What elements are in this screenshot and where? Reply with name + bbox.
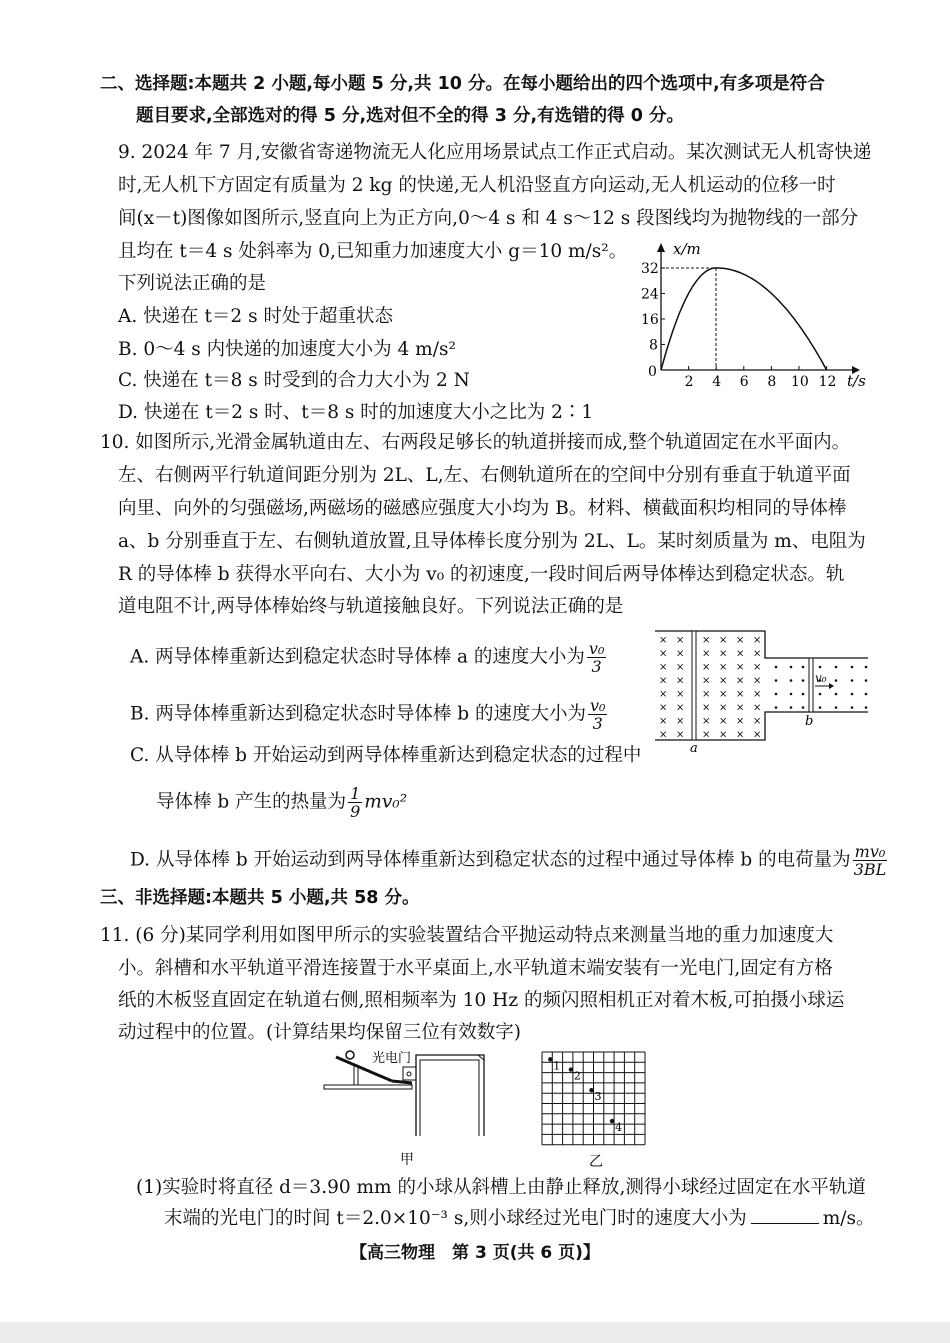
field-into-mark: × [702, 702, 711, 714]
figure-jia-label: 甲 [400, 1152, 414, 1168]
field-into-mark: × [676, 675, 685, 687]
q10-option-d-text: D. 从导体棒 b 开始运动到两导体棒重新达到稳定状态的过程中通过导体棒 b 的电荷量为 [130, 849, 851, 871]
numerator: v₀ [589, 696, 606, 715]
numerator: 1 [350, 784, 361, 803]
unit: m/s。 [822, 1208, 875, 1229]
figure-yi-label: 乙 [589, 1154, 603, 1170]
x-tick-label: 10 [791, 374, 809, 390]
q9-stem: 时,无人机下方固定有质量为 2 kg 的快递,无人机沿竖直方向运动,无人机运动的位移一时 [118, 175, 836, 196]
section3-heading: 三、非选择题:本题共 5 小题,共 58 分。 [100, 888, 420, 908]
q9-option-c: C. 快递在 t＝8 s 时受到的合力大小为 2 N [118, 370, 470, 391]
section2-heading-cont: 题目要求,全部选对的得 5 分,选对但不全的得 3 分,有选错的得 0 分。 [136, 106, 685, 126]
field-into-mark: × [702, 635, 711, 646]
field-into-mark: × [719, 716, 728, 727]
page-footer: 【高三物理 第 3 页(共 6 页)】 [350, 1243, 600, 1263]
field-into-mark: × [736, 716, 745, 727]
bottom-bar [0, 1322, 950, 1343]
x-tick-label: 2 [684, 374, 694, 390]
field-into-mark: × [719, 702, 728, 714]
y-tick-label: 24 [641, 286, 659, 303]
y-tick-label: 32 [641, 260, 659, 277]
point-label: 2 [573, 1069, 581, 1083]
ball-position-point [589, 1088, 593, 1092]
field-into-mark: × [736, 635, 745, 646]
point-label: 1 [553, 1059, 561, 1073]
field-into-mark: × [736, 729, 745, 741]
field-into-mark: × [719, 689, 728, 700]
q9-option-d: D. 快递在 t＝2 s 时、t＝8 s 时的加速度大小之比为 2∶1 [118, 402, 594, 423]
field-into-mark: × [719, 648, 728, 660]
field-into-mark: × [736, 662, 745, 673]
q11-stem: 11. (6 分)某同学利用如图甲所示的实验装置结合平抛运动特点来测量当地的重力加速度大 [100, 925, 834, 946]
section2-heading: 二、选择题:本题共 2 小题,每小题 5 分,共 10 分。在每小题给出的四个选项中,有多项是符合 [100, 74, 825, 94]
ball-position-point [610, 1119, 614, 1123]
q10-option-c-text: 导体棒 b 产生的热量为 [156, 791, 347, 813]
field-into-mark: × [753, 716, 762, 727]
q10-option-a-text: A. 两导体棒重新达到稳定状态时导体棒 a 的速度大小为 [130, 646, 585, 668]
field-into-mark: × [676, 689, 685, 700]
denominator: 3BL [853, 860, 887, 879]
origin-label: 0 [648, 364, 657, 380]
q11-part1-cont [164, 1207, 875, 1231]
field-into-mark: × [676, 662, 685, 673]
q9-stem: 且均在 t＝4 s 处斜率为 0,已知重力加速度大小 g＝10 m/s²。 [118, 241, 628, 262]
field-into-mark: × [659, 675, 668, 687]
q10-stem: 10. 如图所示,光滑金属轨道由左、右两段足够长的轨道拼接而成,整个轨道固定在水平面内。 [100, 432, 851, 453]
field-into-mark: × [659, 716, 668, 727]
field-into-mark: × [719, 662, 728, 673]
field-into-mark: × [736, 648, 745, 660]
ball-position-point [548, 1057, 552, 1061]
label-v0: v₀ [815, 671, 827, 685]
field-into-mark: × [702, 675, 711, 687]
label-b: b [805, 714, 814, 729]
field-into-mark: × [702, 648, 711, 660]
field-into-mark: × [676, 729, 685, 741]
field-into-mark: × [702, 662, 711, 673]
fraction-tail: mv₀² [364, 791, 408, 813]
q11-stem: 小。斜槽和水平轨道平滑连接置于水平桌面上,水平轨道末端安装有一光电门,固定有方格 [118, 958, 833, 979]
field-into-mark: × [736, 689, 745, 700]
y-axis-label: x/m [673, 240, 701, 258]
x-tick-label: 8 [767, 374, 777, 390]
x-tick-label: 12 [818, 374, 837, 390]
table [324, 1085, 412, 1089]
field-into-mark: × [719, 729, 728, 741]
x-tick-label: 4 [712, 374, 722, 390]
field-into-mark: × [659, 662, 668, 673]
y-tick-label: 8 [649, 337, 658, 354]
numerator: mv₀ [854, 842, 886, 861]
q9-option-a: A. 快递在 t＝2 s 时处于超重状态 [118, 306, 393, 327]
board-edge [478, 1055, 484, 1060]
field-into-mark: × [753, 675, 762, 687]
q9-stem: 间(x－t)图像如图所示,竖直向上为正方向,0～4 s 和 4 s～12 s 段图线均为抛物线的一部分 [118, 208, 859, 229]
label-a: a [690, 741, 698, 756]
q11-stem: 纸的木板竖直固定在轨道右侧,照相频率为 10 Hz 的频闪照相机正对着木板,可拍摄小球运 [118, 990, 845, 1011]
answer-blank[interactable] [751, 1223, 819, 1224]
board-inner [420, 1060, 479, 1136]
track [392, 1081, 412, 1083]
denominator: 3 [591, 657, 602, 676]
ball-position-point [569, 1067, 573, 1071]
numerator: v₀ [588, 639, 605, 658]
field-into-mark: × [702, 689, 711, 700]
field-into-mark: × [736, 702, 745, 714]
q10-option-b-text: B. 两导体棒重新达到稳定状态时导体棒 b 的速度大小为 [130, 703, 586, 725]
field-into-mark: × [753, 689, 762, 700]
field-into-mark: × [753, 635, 762, 646]
field-into-mark: × [702, 716, 711, 727]
ball [346, 1051, 354, 1059]
q10-stem: 道电阻不计,两导体棒始终与轨道接触良好。下列说法正确的是 [118, 596, 624, 617]
field-into-mark: × [753, 702, 762, 714]
photogate [403, 1067, 416, 1080]
denominator: 3 [592, 714, 603, 733]
q11-part1-text: 末端的光电门的时间 t＝2.0×10⁻³ s,则小球经过光电门时的速度大小为 [164, 1208, 747, 1229]
field-into-mark: × [719, 675, 728, 687]
q10-stem: 向里、向外的匀强磁场,两磁场的磁感应强度大小均为 B。材料、横截面积均相同的导体棒 [118, 498, 847, 519]
field-into-mark: × [702, 729, 711, 741]
field-into-mark: × [736, 675, 745, 687]
field-into-mark: × [676, 702, 685, 714]
field-into-mark: × [659, 648, 668, 660]
point-label: 4 [615, 1121, 623, 1135]
field-into-mark: × [659, 702, 668, 714]
field-into-mark: × [659, 729, 668, 741]
q9-stem: 下列说法正确的是 [118, 273, 267, 294]
q10-stem: a、b 分别垂直于左、右侧轨道放置,且导体棒长度分别为 2L、L。某时刻质量为 m、电阻为 [118, 531, 866, 552]
board [416, 1055, 484, 1136]
x-axis-label: t/s [847, 372, 866, 390]
photogate-label: 光电门 [372, 1051, 412, 1066]
q10-option-c: C. 从导体棒 b 开始运动到两导体棒重新达到稳定状态的过程中 [130, 745, 642, 766]
field-into-mark: × [753, 662, 762, 673]
denominator: 9 [350, 802, 361, 821]
field-into-mark: × [753, 729, 762, 741]
field-into-mark: × [719, 635, 728, 646]
q10-stem: 左、右侧两平行轨道间距分别为 2L、L,左、右侧轨道所在的空间中分别有垂直于轨道平面 [118, 465, 851, 486]
field-into-mark: × [676, 635, 685, 646]
q9-option-b: B. 0～4 s 内快递的加速度大小为 4 m/s² [118, 339, 456, 360]
q9-stem: 9. 2024 年 7 月,安徽省寄递物流无人化应用场景试点工作正式启动。某次测试无人机寄快递 [118, 142, 872, 163]
field-into-mark: × [676, 716, 685, 727]
y-tick-label: 16 [641, 311, 659, 328]
q11-stem: 动过程中的位置。(计算结果均保留三位有效数字) [118, 1022, 521, 1043]
field-into-mark: × [659, 635, 668, 646]
field-into-mark: × [676, 648, 685, 660]
field-into-mark: × [753, 648, 762, 660]
x-tick-label: 6 [739, 374, 749, 390]
q10-stem: R 的导体棒 b 获得水平向右、大小为 v₀ 的初速度,一段时间后两导体棒达到稳定状态。轨 [118, 564, 845, 585]
field-into-mark: × [659, 689, 668, 700]
point-label: 3 [594, 1090, 602, 1104]
q11-part1: (1)实验时将直径 d＝3.90 mm 的小球从斜槽上由静止释放,测得小球经过固定在水平轨道 [136, 1177, 866, 1198]
